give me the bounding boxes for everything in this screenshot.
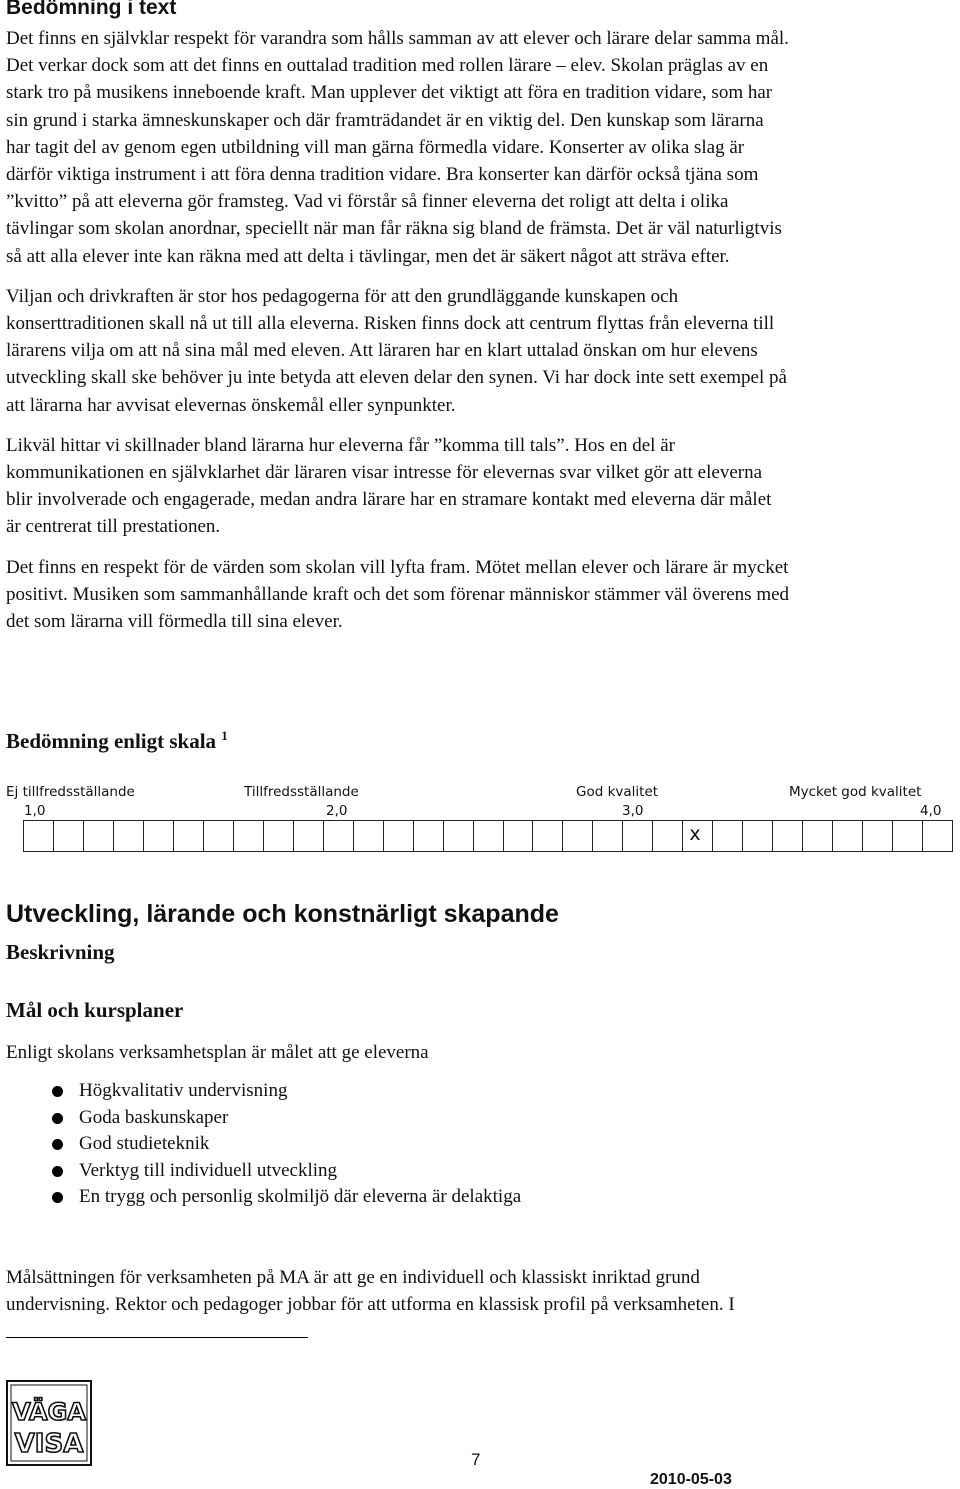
list-item-text: Goda baskunskaper [79, 1106, 229, 1128]
text-line: stark tro på musikens inneboende kraft. Man upplever det viktigt att föra en tradition vidare, som har [6, 82, 773, 104]
scale-labels [0, 784, 960, 820]
list-item [52, 1078, 521, 1105]
paragraph-4 [6, 554, 956, 636]
scale-cell [863, 821, 893, 851]
scale-cell [653, 821, 683, 851]
scale-cell [833, 821, 863, 851]
text-line: är centrerat till prestationen. [6, 516, 221, 538]
scale-cell [593, 821, 623, 851]
scale-cell [803, 821, 833, 851]
text-line: undervisning. Rektor och pedagoger jobbar för att utforma en klassisk profil på verksamheten. I [6, 1294, 735, 1315]
text-line: utveckling skall ske behöver ju inte betyda att eleven delar den synen. Vi har dock inte sett exempel på [6, 367, 787, 389]
goals-intro: Enligt skolans verksamhetsplan är målet att ge eleverna [6, 1042, 429, 1063]
list-item-text: God studieteknik [79, 1133, 210, 1154]
scale-category-label: God kvalitet [576, 784, 659, 800]
vaga-visa-logo [6, 1380, 92, 1466]
logo-text-top: VÄGA [12, 1398, 86, 1426]
scale-cell [384, 821, 414, 851]
scale-cell [294, 821, 324, 851]
closing-paragraph [6, 1264, 735, 1318]
assessment-scale-grid [23, 820, 953, 852]
scale-cell [623, 821, 653, 851]
goals-list [52, 1078, 521, 1211]
paragraph-1 [6, 25, 956, 270]
scale-cell [324, 821, 354, 851]
scale-cell [474, 821, 504, 851]
text-line: därför viktiga instrument i att föra denna tradition vidare. Bra konserter kan därför också tjäna som [6, 164, 759, 186]
text-line: att lärarna har avvisat elevernas önskemål eller synpunkter. [6, 394, 456, 416]
scale-cell [923, 821, 952, 851]
text-line: tävlingar som skolan anordnar, speciellt när man får räkna sig bland de främsta. Det är väl naturligtvis [6, 218, 782, 240]
text-line: Likväl hittar vi skillnader bland lärarna hur eleverna får ”komma till tals”. Hos en del är [6, 434, 675, 456]
bullet-icon [52, 1166, 63, 1177]
scale-cell [533, 821, 563, 851]
scale-value-label: 3,0 [622, 803, 644, 819]
scale-cell [144, 821, 174, 851]
text-line: sin grund i starka ämneskunskaper och där framträdandet är en viktig del. Den kunskap som lärarna [6, 109, 764, 131]
document-date: 2010-05-03 [650, 1471, 732, 1488]
paragraph-3 [6, 432, 956, 541]
subheading-description: Beskrivning [6, 940, 115, 964]
logo-text-bottom: VISA [14, 1429, 84, 1459]
bullet-icon [52, 1086, 63, 1097]
scale-cell [504, 821, 534, 851]
list-item [52, 1158, 521, 1185]
scale-category-label: Ej tillfredsställande [6, 784, 135, 800]
text-line: Det verkar dock som att det finns en outtalad tradition med rollen lärare – elev. Skolan präglas av en [6, 55, 769, 77]
list-item-text: Verktyg till individuell utveckling [79, 1159, 338, 1181]
scale-cell [84, 821, 114, 851]
scale-cell [444, 821, 474, 851]
scale-category-label: Tillfredsställande [244, 784, 359, 800]
text-line: kommunikationen en självklarhet där läraren visar intresse för elevernas svar vilket gör att eleverna [6, 462, 763, 484]
list-item-text: En trygg och personlig skolmiljö där eleverna är delaktiga [79, 1186, 522, 1207]
list-item [52, 1131, 521, 1158]
scale-cell [174, 821, 204, 851]
scale-cell [264, 821, 294, 851]
text-line: ”kvitto” på att eleverna gör framsteg. Vad vi förstår så finner eleverna det roligt att delta i olika [6, 191, 729, 213]
scale-cell [204, 821, 234, 851]
section-title-assessment-text: Bedömning i text [6, 0, 177, 19]
scale-cell [683, 821, 713, 851]
section-title-scale [6, 728, 228, 754]
scale-marker: x [689, 823, 701, 845]
bullet-icon [52, 1192, 63, 1203]
scale-cell [563, 821, 593, 851]
scale-cell [234, 821, 264, 851]
scale-cell [24, 821, 54, 851]
paragraph-2 [6, 283, 956, 419]
scale-cell [893, 821, 923, 851]
footnote-reference: 1 [221, 728, 228, 743]
scale-cell [54, 821, 84, 851]
section-title-development: Utveckling, lärande och konstnärligt skapande [6, 900, 559, 928]
bullet-icon [52, 1139, 63, 1150]
subheading-goals-curricula: Mål och kursplaner [6, 998, 184, 1022]
text-line: positivt. Musiken som sammanhållande kraft och det som förenar människor stämmer väl överens med [6, 583, 790, 605]
page-number: 7 [471, 1450, 481, 1469]
scale-category-label: Mycket god kvalitet [789, 784, 922, 800]
bullet-icon [52, 1113, 63, 1124]
text-line: har tagit del av genom egen utbildning vill man gärna förmedla vidare. Konserter av olika slag är [6, 136, 745, 158]
scale-value-label: 1,0 [24, 803, 46, 819]
text-line: Målsättningen för verksamheten på MA är att ge en individuell och klassiskt inriktad grund [6, 1267, 700, 1288]
list-item-text: Högkvalitativ undervisning [79, 1080, 288, 1101]
text-line: Viljan och drivkraften är stor hos pedagogerna för att den grundläggande kunskapen och [6, 285, 679, 307]
text-line: konserttraditionen skall nå ut till alla eleverna. Risken finns dock att centrum flyttas från eleverna till [6, 313, 775, 335]
assessment-text-body [6, 25, 956, 648]
scale-cell [743, 821, 773, 851]
text-line: Det finns en respekt för de värden som skolan vill lyfta fram. Mötet mellan elever och lärare är mycket [6, 556, 789, 578]
text-line: lärarens vilja om att nå sina mål med eleven. Att läraren har en klart uttalad önskan om hur elevens [6, 340, 758, 362]
scale-cell [114, 821, 144, 851]
scale-cell [773, 821, 803, 851]
scale-cell [414, 821, 444, 851]
scale-title-text: Bedömning enligt skala [6, 729, 217, 753]
footnote-divider [6, 1337, 308, 1338]
scale-value-label: 4,0 [920, 803, 942, 819]
text-line: blir involverade och engagerade, medan andra lärare har en stramare kontakt med eleverna där målet [6, 489, 772, 511]
scale-cell [713, 821, 743, 851]
list-item [52, 1105, 521, 1132]
text-line: Det finns en självklar respekt för varandra som hålls samman av att elever och lärare delar samma mål. [6, 28, 789, 49]
list-item [52, 1184, 521, 1211]
text-line: så att alla elever inte kan räkna med att delta i tävlingar, men det är säkert något att sträva efter. [6, 245, 730, 267]
text-line: det som lärarna vill förmedla till sina elever. [6, 611, 343, 633]
scale-value-label: 2,0 [326, 803, 348, 819]
scale-cell [354, 821, 384, 851]
